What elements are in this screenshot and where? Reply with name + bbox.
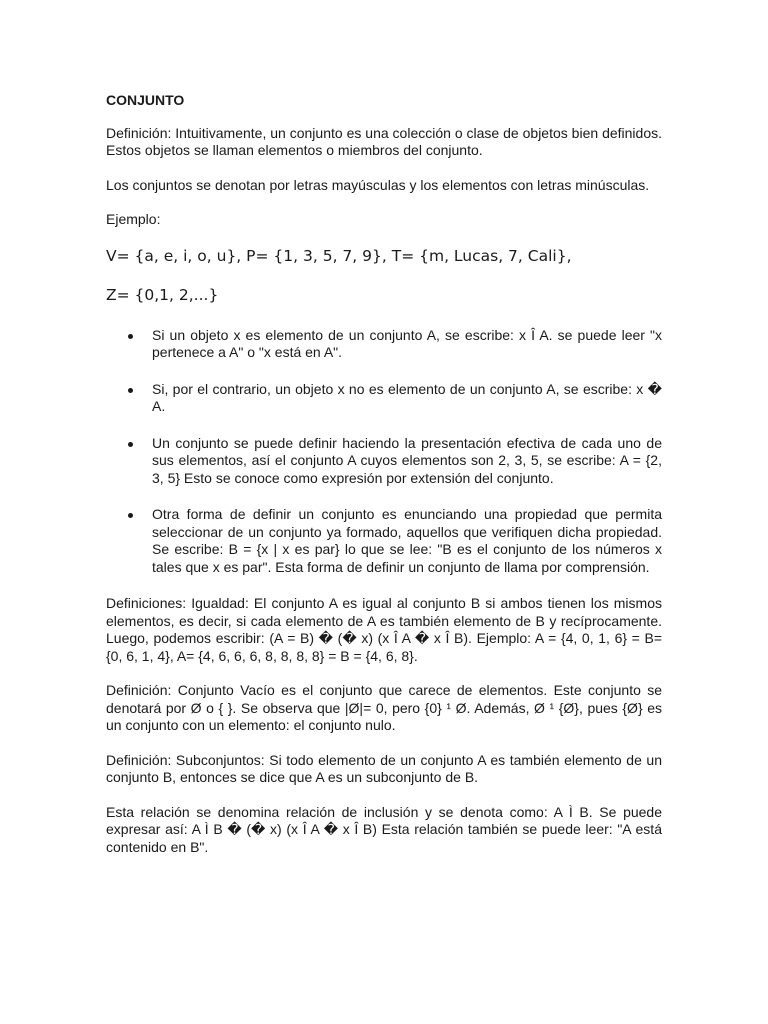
example-label: Ejemplo: [106,211,161,227]
bullet-icon [128,513,133,518]
list-item-text: Si un objeto x es elemento de un conjunto A, se escribe: x Î A. se puede leer "x pertenece a A" o "x está en A". [152,326,662,360]
example-sets-line: Z= {0,1, 2,...} [106,285,219,304]
list-item-text: Un conjunto se puede definir haciendo la presentación efectiva de cada uno de sus elementos, así el conjunto A cuyos elementos son 2, 3, 5, se escribe: A = {2, 3, 5} Esto se conoce como expresión por extensión del conjunto. [152,434,662,486]
list-item [106,327,662,362]
list-item-text: Otra forma de definir un conjunto es enunciando una propiedad que permita seleccionar de un conjunto ya formado, aquellos que verifiquen dicha propiedad. Se escribe: B = {x | x es par} lo que se lee: "B es el conjunto de los números x tales que x es par". Esta forma de definir un conjunto de llama por comprensión. [152,506,662,575]
page-title: CONJUNTO [106,92,185,108]
bullet-icon [128,442,133,447]
definition-paragraph: Definición: Intuitivamente, un conjunto es una colección o clase de objetos bien definidos. Estos objetos se llaman elementos o miembros del conjunto. [106,124,662,158]
subsets-paragraph: Definición: Subconjuntos: Si todo elemento de un conjunto A es también elemento de un conjunto B, entonces se dice que A es un subconjunto de B. [106,751,662,785]
empty-set-paragraph: Definición: Conjunto Vacío es el conjunto que carece de elementos. Este conjunto se denotará por Ø o { }. Se observa que |Ø|= 0, pero {0} ¹ Ø. Además, Ø ¹ {Ø}, pues {Ø} es un conjunto con un elemento: el conjunto nulo. [106,682,662,733]
list-item [106,506,662,576]
bullet-icon [128,388,133,393]
inclusion-paragraph: Esta relación se denomina relación de inclusión y se denota como: A Ì B. Se puede expresar así: A Ì B � (� x) (x Î A � x Î B) Esta relación también se puede leer: "A está contenido en B". [106,803,662,855]
equality-paragraph: Definiciones: Igualdad: El conjunto A es igual al conjunto B si ambos tienen los mismos elementos, es decir, si cada elemento de A es también elemento de B y recíprocamente. Luego, podemos escribir: (A = B) � (� x) (x Î A � x Î B). Ejemplo: A = {4, 0, 1, 6} = B= {0, 6, 1, 4}, A= {4, 6, 6, 6, 8, 8, 8, 8} = B = {4, 6, 8}. [106,595,662,664]
bullet-list [106,327,662,577]
notation-paragraph: Los conjuntos se denotan por letras mayúsculas y los elementos con letras minúsculas. [106,176,650,193]
bullet-icon [128,334,133,339]
list-item [106,381,662,416]
example-sets-line: V= {a, e, i, o, u}, P= {1, 3, 5, 7, 9}, T= {m, Lucas, 7, Cali}, [106,246,572,265]
list-item [106,435,662,488]
list-item-text: Si, por el contrario, un objeto x no es elemento de un conjunto A, se escribe: x � A. [152,380,662,414]
